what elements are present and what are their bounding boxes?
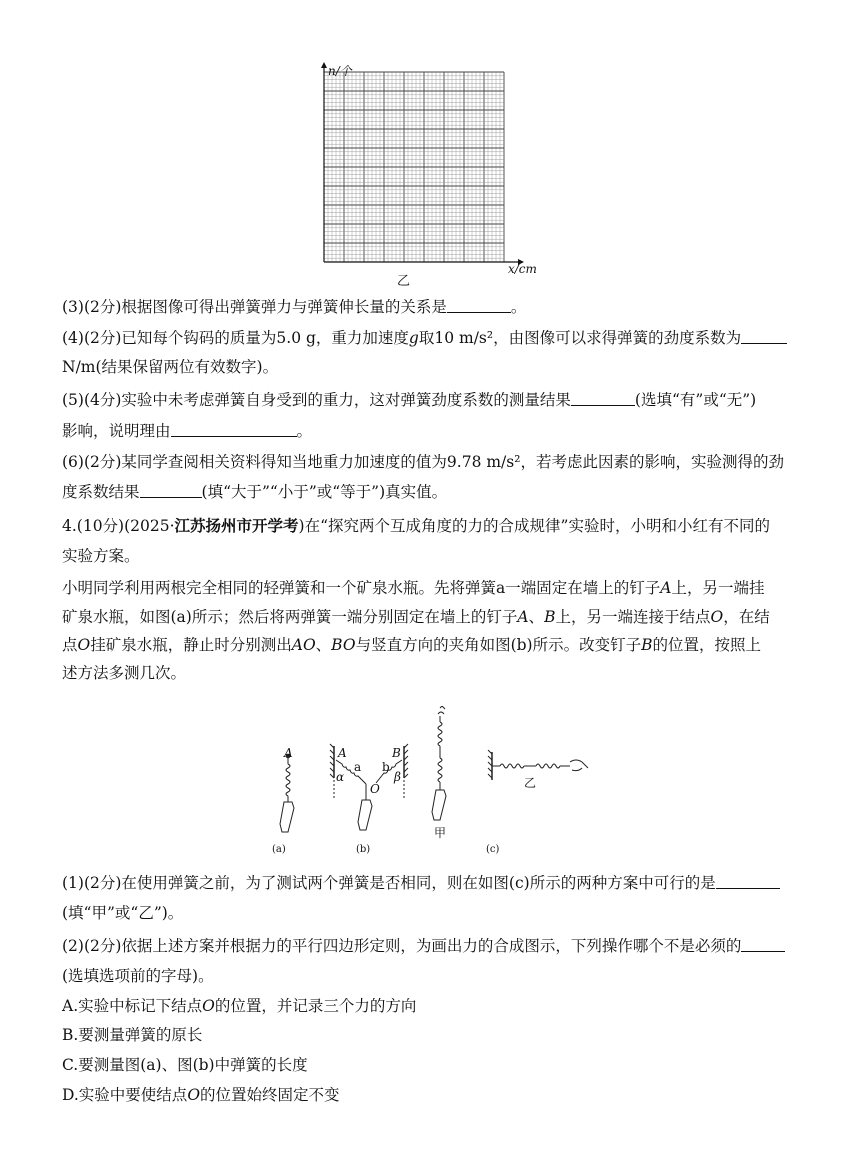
graph-caption: 乙: [397, 274, 411, 289]
q4-para-line4: 述方法多测几次。: [62, 664, 187, 682]
q3-part4-line2: N/m(结果保留两位有效数字)。: [62, 358, 279, 376]
question-source: 江苏扬州市开学考: [174, 516, 299, 535]
option-a: A.实验中标记下结点O的位置，并记录三个力的方向: [62, 997, 417, 1015]
answer-blank[interactable]: [741, 329, 787, 344]
q4-heading-line2: 实验方案。: [62, 547, 140, 565]
q3-part5-line2: 影响，说明理由 。: [62, 422, 313, 440]
spring-figure: A A B a b α β O 甲 乙 (a) (b) (c): [262, 706, 602, 862]
option-b: B.要测量弹簧的原长: [62, 1026, 203, 1044]
graph-figure: [300, 60, 550, 289]
q4-para-line3: 点O挂矿泉水瓶，静止时分别测出AO、BO与竖直方向的夹角如图(b)所示。改变钉子B的位置，按照上: [62, 636, 761, 654]
q3-part4-line1: (4)(2分)已知每个钩码的质量为5.0 g，重力加速度g取10 m/s²，由图像可以求得弹簧的劲度系数为: [62, 328, 787, 348]
q4-part1-line2: (填“甲”或“乙”)。: [62, 904, 184, 922]
q4-part1-line1: (1)(2分)在使用弹簧之前，为了测试两个弹簧是否相同，则在如图(c)所示的两种方案中可行的是: [62, 873, 780, 893]
q3-part5-line1: (5)(4分)实验中未考虑弹簧自身受到的重力，这对弹簧劲度系数的测量结果 (选填“有”或“无”): [62, 391, 757, 409]
q3-part6-line1: (6)(2分)某同学查阅相关资料得知当地重力加速度的值为9.78 m/s²，若考虑此因素的影响，实验测得的劲: [62, 453, 784, 471]
q4-heading: 4.(10分)(2025·江苏扬州市开学考)在“探究两个互成角度的力的合成规律”实验时，小明和小红有不同的: [62, 516, 770, 535]
answer-blank[interactable]: [140, 483, 202, 498]
q4-para-line2: 矿泉水瓶，如图(a)所示；然后将两弹簧一端分别固定在墙上的钉子A、B上，另一端连接于结点O，在结: [62, 608, 770, 626]
answer-blank[interactable]: [571, 391, 635, 406]
x-axis-label: x/cm: [508, 262, 537, 276]
answer-blank[interactable]: [447, 298, 511, 313]
option-d: D.实验中要使结点O的位置始终固定不变: [62, 1086, 340, 1104]
q3-part6-line2: 度系数结果 (填“大于”“小于”或“等于”)真实值。: [62, 483, 448, 501]
y-axis-label: n/个: [328, 64, 352, 78]
spring-diagram: [262, 706, 602, 862]
q3-part3: (3)(2分)根据图像可得出弹簧弹力与弹簧伸长量的关系是 。: [62, 298, 527, 316]
q4-para-line1: 小明同学利用两根完全相同的轻弹簧和一个矿泉水瓶。先将弹簧a一端固定在墙上的钉子A上，另一端挂: [62, 579, 765, 597]
q4-part2-line2: (选填选项前的字母)。: [62, 967, 214, 985]
option-c: C.要测量图(a)、图(b)中弹簧的长度: [62, 1056, 308, 1074]
answer-blank[interactable]: [716, 874, 780, 889]
answer-blank[interactable]: [171, 422, 297, 437]
answer-blank[interactable]: [741, 937, 785, 952]
q4-part2-line1: (2)(2分)依据上述方案并根据力的平行四边形定则，为画出力的合成图示，下列操作哪个不是必须的: [62, 936, 785, 956]
grid-paper: [300, 60, 550, 280]
